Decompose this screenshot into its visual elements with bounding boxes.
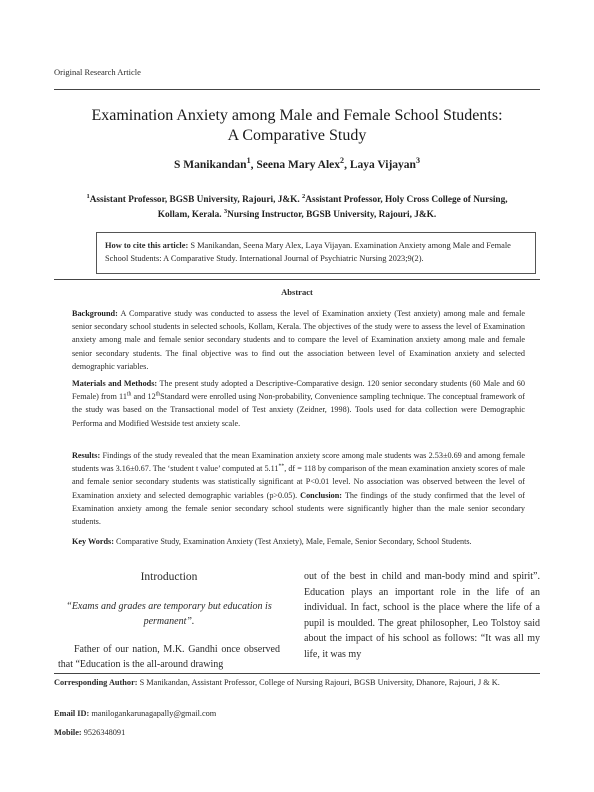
- citation-label: How to cite this article:: [105, 241, 189, 250]
- author-name: Seena Mary Alex: [256, 159, 341, 171]
- left-column: [58, 570, 280, 673]
- author-list: S Manikandan$^1$, Seena Mary Alex$^2$, Laya Vijayan$^3$: [174, 156, 420, 171]
- email-line: [54, 708, 540, 721]
- right-column: out of the best in child and man-body mind and spirit”. Education plays an important role in the life of an individual. In fact, school is the place where the life of a pupil is moulded. The great philosopher, Leo Tolstoy said about the impact of his school as follows: “It was all my life, it was my: [304, 571, 540, 660]
- affiliation-text: Assistant Professor, Holy Cross College of Nursing,: [305, 195, 508, 205]
- keywords-label: Key Words:: [72, 537, 114, 546]
- ordinal-suffix: th: [155, 391, 161, 398]
- article-type-label: Original Research Article: [54, 67, 141, 77]
- abstract-background: [72, 307, 525, 373]
- affiliation-line-1: [54, 193, 540, 208]
- author-name: S Manikandan: [174, 159, 247, 171]
- intro-paragraph: Father of our nation, M.K. Gandhi once observed that “Education is the all-around drawing: [58, 643, 280, 670]
- affiliations: [54, 193, 540, 223]
- background-label: Background:: [72, 309, 118, 318]
- background-text: A Comparative study was conducted to assess the level of Examination anxiety (Test anxiety) among male and female senior secondary school students in selected schools, Kollam, Kerala. The objectives of the study were to assess the level of Examination anxiety among male and female senior secondary students and to compare the level of Examination anxiety among male and female senior secondary students. The final objective was to find out the association between level of Examination anxiety and selected demographic variables.: [72, 309, 525, 371]
- conclusion-text: The findings of the study confirmed that the level of Examination anxiety among the female senior secondary school students were significantly higher than the male senior secondary students.: [72, 490, 525, 527]
- conclusion-label: Conclusion:: [300, 490, 343, 500]
- results-label: Results:: [72, 451, 101, 460]
- footer-rule: [54, 673, 540, 674]
- abstract-methods: [72, 377, 525, 430]
- email-label: Email ID:: [54, 709, 90, 718]
- affiliation-text: Assistant Professor, BGSB University, Rajouri, J&K.: [89, 195, 300, 205]
- mobile-label: Mobile:: [54, 728, 82, 737]
- corresponding-text: S Manikandan, Assistant Professor, College of Nursing Rajouri, BGSB University, Dhanore, Rajouri, J & K.: [139, 678, 500, 687]
- corresponding-author: [54, 677, 540, 690]
- author-affil-mark: 1: [246, 156, 251, 166]
- abstract-results: [72, 449, 525, 528]
- title-line-1: Examination Anxiety among Male and Female School Students:: [91, 107, 503, 124]
- methods-text: and 12: [131, 392, 156, 402]
- affiliation-line-2: [54, 208, 540, 223]
- abstract-heading: Abstract: [281, 287, 313, 297]
- title-line-2: A Comparative Study: [227, 127, 367, 144]
- abstract-keywords: [72, 535, 525, 548]
- author-affil-mark: 2: [340, 156, 345, 166]
- affil-mark: 1: [86, 192, 90, 200]
- mobile-number: 9526348091: [83, 728, 126, 737]
- opening-quote: “Exams and grades are temporary but education is permanent”.: [66, 600, 272, 627]
- affil-mark: 2: [302, 192, 306, 200]
- email-address: manilogankarunagapally@gmail.com: [91, 709, 217, 718]
- significance-mark: **: [278, 463, 285, 470]
- ordinal-suffix: th: [126, 391, 132, 398]
- corresponding-label: Corresponding Author:: [54, 678, 138, 687]
- citation-text: S Manikandan, Seena Mary Alex, Laya Vijayan. Examination Anxiety among Male and Female School Students: A Comparative Study. International Journal of Psychiatric Nursing 2023;9(2).: [105, 241, 511, 263]
- citation-box: [96, 232, 536, 274]
- article-title: [54, 106, 540, 146]
- results-text: Findings of the study revealed that the mean Examination anxiety score among male students was 2.53±0.69 and among female students was 3.16±0.67. The ‘student t value’ computed at 5.11: [72, 451, 525, 474]
- methods-text: Standard were enrolled using Non-probability, Convenience sampling technique. The conceptual framework of the study was based on the Transactional model of Test anxiety (Zeidner, 1998). Tools used for data collection were Demographic Performa and Modified Westside test anxiety scale.: [72, 392, 525, 428]
- author-name: Laya Vijayan: [349, 159, 416, 171]
- affil-mark: 3: [223, 207, 228, 215]
- header-rule: [54, 89, 540, 90]
- keywords-text: Comparative Study, Examination Anxiety (Test Anxiety), Male, Female, Senior Secondary, School Students.: [115, 537, 472, 546]
- mobile-line: [54, 727, 540, 740]
- results-text: , df = 118 by comparison of the mean examination anxiety scores of male and female senior secondary students was statistically significant at P<0.01 level. No association was observed between the level of Examination anxiety and selected demographic variables (p>0.05).: [72, 464, 526, 500]
- methods-label: Materials and Methods:: [72, 379, 158, 388]
- methods-text: The present study adopted a Descriptive-Comparative design. 120 senior secondary students (60 Male and 60 Female) from 11: [72, 379, 525, 402]
- affiliation-text: Kollam, Kerala.: [157, 210, 222, 220]
- abstract-top-rule: [54, 279, 540, 280]
- author-affil-mark: 3: [415, 156, 420, 166]
- affiliation-text: Nursing Instructor, BGSB University, Rajouri, J&K.: [227, 210, 437, 220]
- introduction-heading: Introduction: [140, 571, 198, 583]
